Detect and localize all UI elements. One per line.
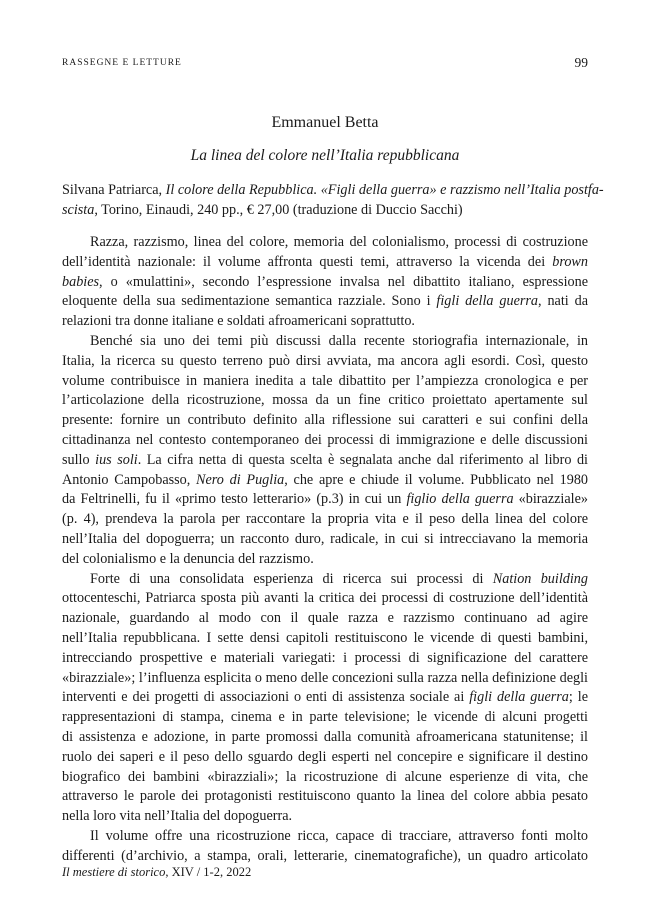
text-run: cittadinanza nel contesto contemporaneo dei processi di immigrazione e delle discussioni (62, 431, 588, 448)
reference-line (62, 180, 604, 200)
text-run: sullo (62, 451, 96, 468)
text-run: relazioni tra donne italiane e soldati afroamericani soprattutto. (62, 313, 415, 330)
text-run: Benché sia uno dei temi più discussi dalla recente storiografia internazionale, in (90, 332, 588, 349)
text-line (62, 748, 588, 768)
text-line (62, 490, 588, 510)
text-line (62, 609, 588, 629)
text-run: di assistenza e adozione, in parte promossi dalla comunità afroamericana statunitense; il (62, 728, 588, 745)
text-run: «birazziale»; l’influenza esplicita o meno delle concezioni sulla razza nella definizione degli (62, 669, 588, 686)
text-run: eloquente della sua sedimentazione semantica razziale. Sono i (62, 293, 437, 310)
text-line (62, 372, 588, 392)
text-line (62, 847, 588, 867)
journal-footer (62, 865, 251, 880)
text-line (62, 629, 588, 649)
text-line (62, 688, 588, 708)
italic-text: Il colore della Repubblica. «Figli della guerra» e razzismo nell’Italia postfa- (165, 182, 604, 198)
italic-text: figli della guerra (469, 689, 569, 706)
paragraph-first-line (62, 332, 588, 352)
article-title: La linea del colore nell’Italia repubblicana (190, 147, 460, 164)
italic-text: figli della guerra (436, 293, 539, 310)
text-run: nell’Italia repubblicana. I sette densi capitoli restituiscono le vicende di questi bambini, (62, 629, 588, 646)
text-run: nell’Italia del dopoguerra; un racconto duro, radicale, in cui si intrecciavano la memoria (62, 530, 588, 547)
text-line (62, 471, 588, 491)
text-run: differenti (d’archivio, a stampa, orali, letterarie, cinematografiche), un quadro articolato (62, 847, 588, 864)
text-line (62, 292, 588, 312)
text-run: nella loro vita nell’Italia del dopoguerra. (62, 808, 293, 825)
text-line (62, 431, 588, 451)
text-line (62, 273, 588, 293)
journal-name: Il mestiere di storico (62, 865, 166, 879)
page-number: 99 (574, 55, 588, 70)
text-run: presente: fornire un contributo definito alla riflessione sui caratteri e sui confini della (62, 412, 588, 429)
journal-issue: , XIV / 1-2, 2022 (165, 865, 252, 879)
text-line (62, 411, 588, 431)
text-line (62, 787, 588, 807)
author-name: Emmanuel Betta (271, 114, 379, 131)
paragraph-first-line (62, 233, 588, 253)
text-line (62, 807, 588, 827)
text-line (62, 669, 588, 689)
book-reference (62, 180, 604, 220)
body-text (62, 233, 588, 867)
text-line (62, 510, 588, 530)
italic-text: figlio della guerra (406, 491, 514, 508)
text-line (62, 728, 588, 748)
text-run: intrecciando prospettive e materiali variegati: i processi di significazione del carattere (62, 649, 588, 666)
text-run: ; le (568, 689, 588, 706)
reference-line (62, 200, 588, 220)
text-run: rappresentazioni di stampa, cinema e in parte televisione; le vicende di alcuni progetti (62, 709, 588, 726)
text-run: biografico dei bambini «birazziali»; la ricostruzione di alcune esperienze di vita, che (62, 768, 588, 785)
italic-text: ius soli (95, 451, 138, 468)
text-line (62, 352, 588, 372)
text-run: da Feltrinelli, fu il «primo testo letterario» (p.3) in cui un (62, 491, 407, 508)
paragraph-first-line (62, 827, 588, 847)
text-run: , Torino, Einaudi, 240 pp., € 27,00 (traduzione di Duccio Sacchi) (94, 202, 463, 218)
section-label: RASSEGNE E LETTURE (62, 58, 182, 68)
text-line (62, 253, 588, 273)
italic-text: scista (62, 202, 95, 218)
text-line (62, 530, 588, 550)
text-run: ruolo dei saperi e il peso dello sguardo degli esperti nel concepire e significare il destino (62, 748, 588, 765)
text-run: interventi e dei progetti di associazioni o enti di assistenza sociale ai (62, 689, 470, 706)
italic-text: Nation building (492, 570, 588, 587)
italic-text: brown (552, 253, 588, 270)
text-run: Forte di una consolidata esperienza di ricerca sui processi di (90, 570, 493, 587)
text-line (62, 768, 588, 788)
text-line (62, 649, 588, 669)
text-run: (p. 4), prendeva la parola per raccontare la propria vita e il peso della linea del colore (62, 511, 588, 528)
text-run: volume contribuisce in maniera inedita a tale dibattito per l’ampiezza cronologica e per (62, 372, 588, 389)
text-line (62, 708, 588, 728)
text-run: Razza, razzismo, linea del colore, memoria del colonialismo, processi di costruzione (90, 234, 588, 250)
italic-text: babies (62, 273, 100, 290)
text-line (62, 589, 588, 609)
text-run: «birazziale» (513, 491, 588, 508)
text-run: . La cifra netta di questa scelta è segnalata anche dal riferimento al libro di (137, 451, 588, 468)
text-run: ottocenteschi, Patriarca sposta più avanti la critica dei processi di costruzione dell’identità (62, 590, 588, 607)
text-run: dell’identità nazionale: il volume affronta questi temi, attraverso la vicenda dei (62, 253, 553, 270)
text-run: attraverso le parole dei protagonisti restituiscono quanto la linea del colore abbia pesato (62, 788, 588, 805)
text-run: Italia, la ricerca su questo terreno può dirsi avviata, ma ancora agli esordi. Così, questo (62, 352, 588, 369)
text-line (62, 391, 588, 411)
text-line (62, 451, 588, 471)
text-run: Silvana Patriarca, (62, 182, 166, 198)
italic-text: Nero di Puglia (196, 471, 285, 488)
text-run: nazionale, guardando al modo con il quale razza e razzismo continuano ad agire (62, 610, 588, 627)
running-head (62, 56, 588, 72)
text-run: del colonialismo e la denuncia del razzismo. (62, 550, 314, 567)
text-run: l’articolazione della ricostruzione, mossa da un fine critico proiettato apertamente sul (62, 392, 588, 409)
text-run: , nati da (538, 293, 588, 310)
text-run: , o «mulattini», secondo l’espressione invalsa nel dibattito italiano, espressione (99, 273, 588, 290)
text-run: Il volume offre una ricostruzione ricca, capace di tracciare, attraverso fonti molto (90, 827, 588, 844)
text-line (62, 312, 588, 332)
text-run: , che apre e chiude il volume. Pubblicato nel 1980 (284, 471, 588, 488)
paragraph-first-line (62, 570, 588, 590)
text-run: Antonio Campobasso, (62, 471, 197, 488)
text-line (62, 550, 588, 570)
page (62, 0, 604, 910)
